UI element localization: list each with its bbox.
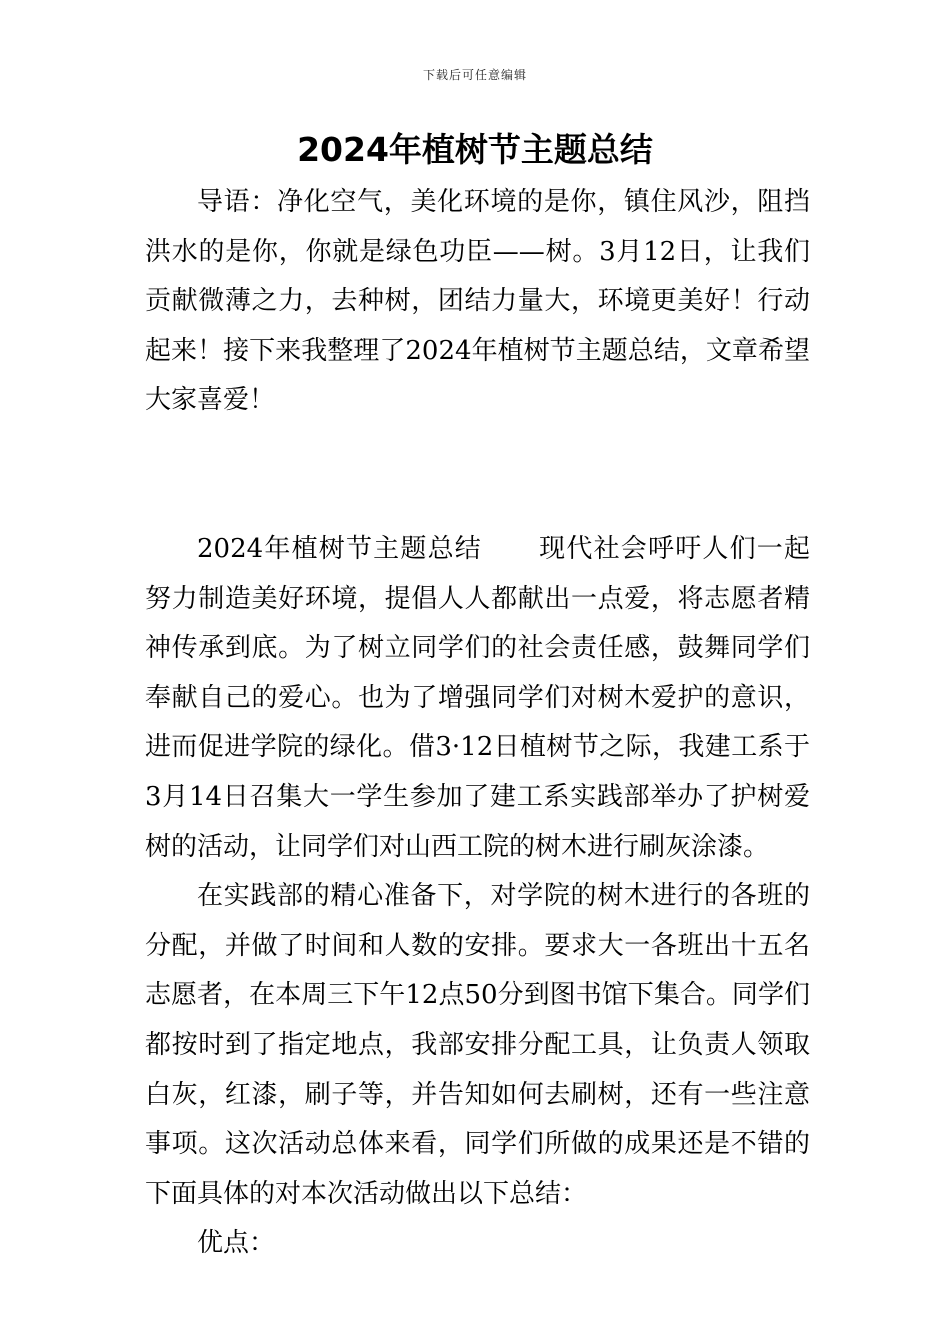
- intro-paragraph: 导语：净化空气，美化环境的是你，镇住风沙，阻挡洪水的是你，你就是绿色功臣——树。3月12日，让我们贡献微薄之力，去种树，团结力量大，环境更美好！行动起来！接下来我整理了2024年植树节主题总结，文章希望大家喜爱！: [145, 187, 810, 416]
- header-note: 下载后可任意编辑: [422, 68, 527, 82]
- advantages-heading: 优点：: [197, 1228, 276, 1259]
- document-title: 2024年植树节主题总结: [297, 130, 653, 169]
- summary-lead: 2024年植树节主题总结: [197, 533, 482, 564]
- summary-paragraph-2: 在实践部的精心准备下，对学院的树木进行的各班的分配，并做了时间和人数的安排。要求大一各班出十五名志愿者，在本周三下午12点50分到图书馆下集合。同学们都按时到了指定地点，我部安排分配工具，让负责人领取白灰，红漆，刷子等，并告知如何去刷树，还有一些注意事项。这次活动总体来看，同学们所做的成果还是不错的下面具体的对本次活动做出以下总结：: [145, 881, 810, 1209]
- summary-paragraph-1: [145, 525, 810, 872]
- document-body: [145, 178, 810, 1269]
- summary-paragraph-1-text: 现代社会呼吁人们一起努力制造美好环境，提倡人人都献出一点爱，将志愿者精神传承到底。为了树立同学们的社会责任感，鼓舞同学们奉献自己的爱心。也为了增强同学们对树木爱护的意识，进而促进学院的绿化。借3·12日植树节之际，我建工系于3月14日召集大一学生参加了建工系实践部举办了护树爱树的活动，让同学们对山西工院的树木进行刷灰涂漆。: [145, 533, 810, 862]
- paragraph-spacer: [145, 426, 810, 525]
